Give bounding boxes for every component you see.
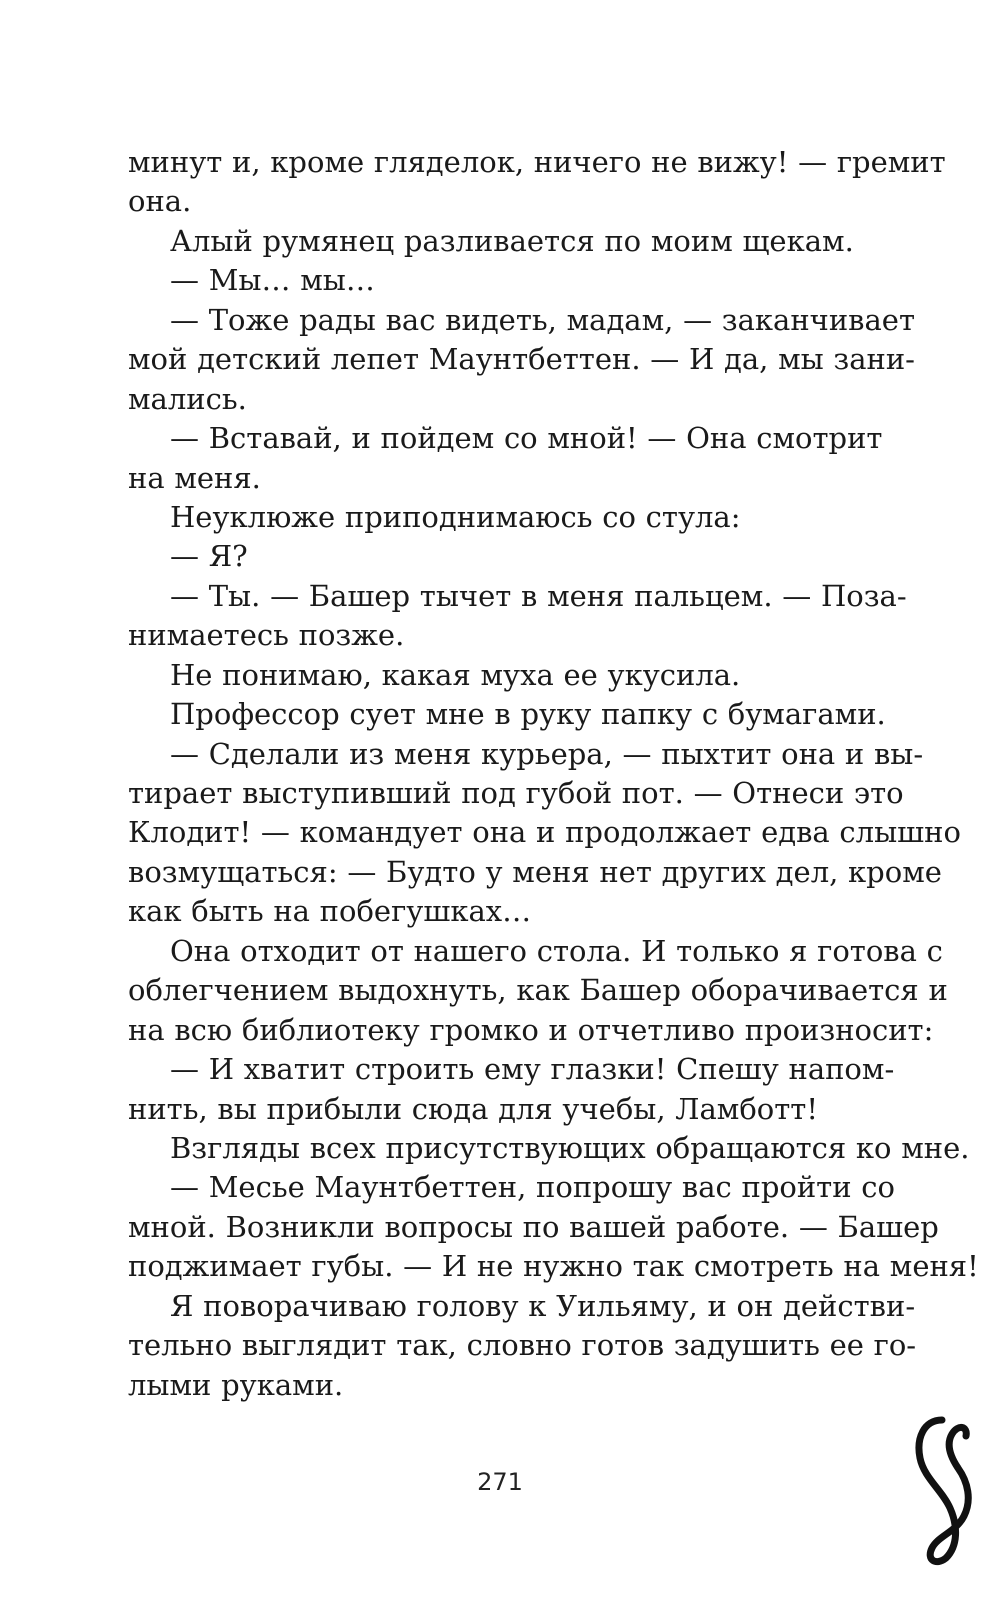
text-line: — Вставай, и пойдем со мной! — Она смотрит [170,421,883,456]
text-line: Клодит! — командует она и продолжает едва слышно [128,815,961,850]
text-line: она. [128,184,192,219]
text-line: на меня. [128,460,261,495]
text-line: мались. [128,381,247,416]
text-line: Алый румянец разливается по моим щекам. [170,223,854,258]
swirl-ornament-stroke [919,1420,968,1562]
text-line: тирает выступивший под губой пот. — Отнеси это [128,776,904,810]
text-line: — Мы… мы… [170,263,375,298]
text-line: минут и, кроме гляделок, ничего не вижу! — гремит [128,145,946,179]
text-line: — Сделали из меня курьера, — пыхтит она и вы- [170,736,924,771]
text-line: Неуклюже приподнимаюсь со стула: [170,499,741,534]
text-line: Взгляды всех присутствующих обращаются ко мне. [170,1130,970,1165]
text-line: мой детский лепет Маунтбеттен. — И да, мы зани- [128,342,915,377]
text-line: Я поворачиваю голову к Уильяму, и он действи- [170,1288,916,1323]
text-line: поджимает губы. — И не нужно так смотреть на меня! [128,1249,979,1284]
text-line: — Тоже рады вас видеть, мадам, — заканчивает [170,302,915,337]
text-line: Профессор сует мне в руку папку с бумагами. [170,697,886,732]
text-line: Не понимаю, какая муха ее укусила. [170,657,741,692]
text-line: — Я? [170,539,248,574]
text-line: — И хватит строить ему глазки! Спешу напом- [170,1052,895,1087]
text-line: на всю библиотеку громко и отчетливо произносит: [128,1012,934,1047]
text-line: нимаетесь позже. [128,618,405,653]
text-line: мной. Возникли вопросы по вашей работе. — Башер [128,1209,939,1244]
text-line: облегчением выдохнуть, как Башер оборачивается и [128,973,948,1008]
text-line: возмущаться: — Будто у меня нет других дел, кроме [128,854,942,889]
text-line: — Месье Маунтбеттен, попрошу вас пройти со [170,1170,895,1205]
page-number: 271 [477,1468,523,1496]
text-line: тельно выглядит так, словно готов задушить ее го- [128,1328,917,1363]
body-text [128,143,979,1405]
text-line: нить, вы прибыли сюда для учебы, Ламботт! [128,1091,819,1126]
text-line: — Ты. — Башер тычет в меня пальцем. — Поза- [170,578,907,613]
text-line: как быть на побегушках… [128,894,532,929]
text-line: Она отходит от нашего стола. И только я готова с [170,933,943,968]
text-line: лыми руками. [128,1367,344,1402]
swirl-ornament-icon [902,1412,982,1568]
